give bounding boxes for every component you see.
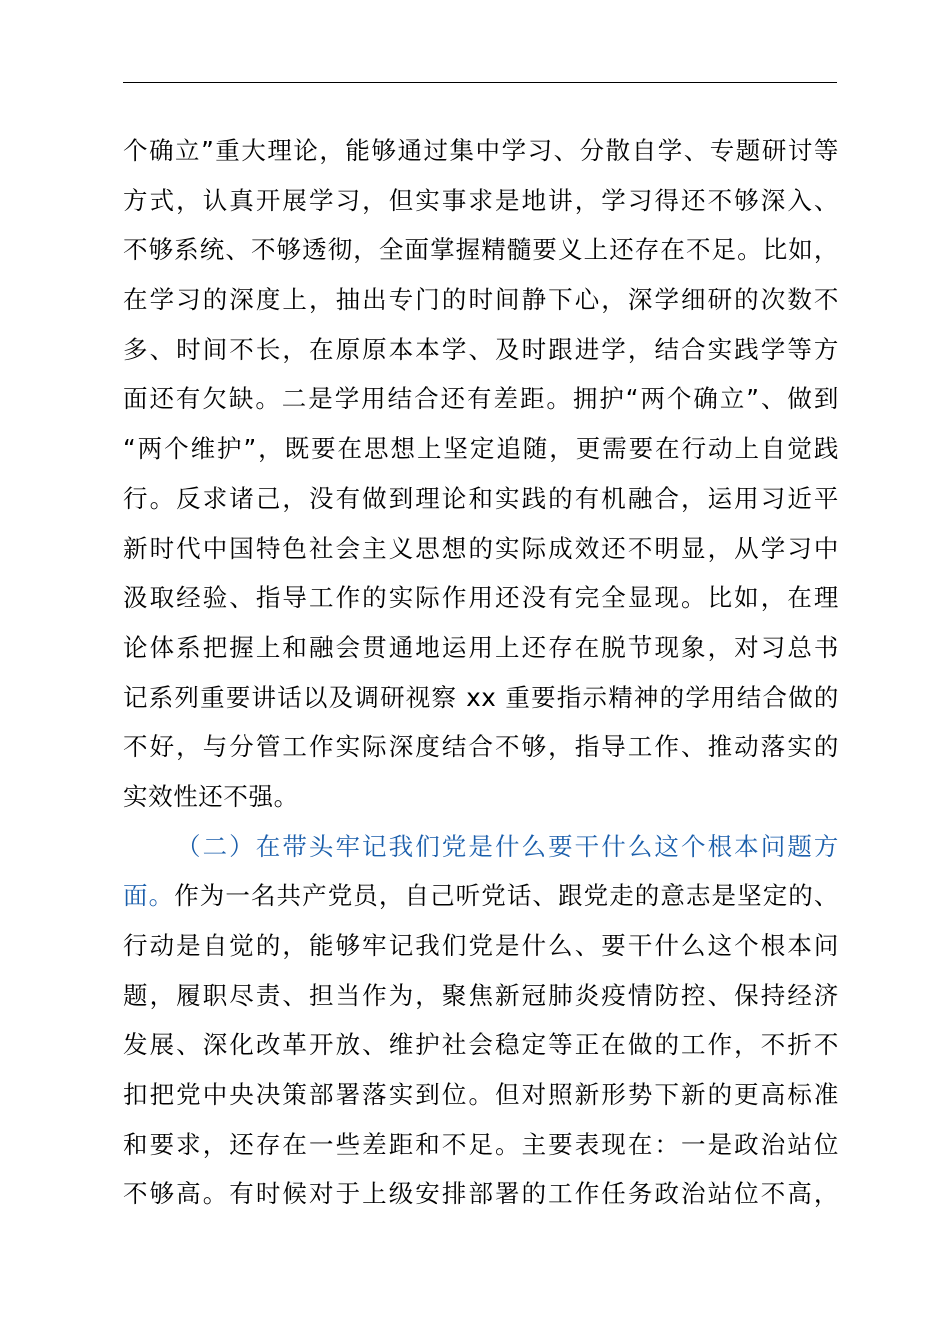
paragraph-line: 扣把党中央决策部署落实到位。但对照新形势下新的更高标准 — [123, 1080, 839, 1110]
paragraph-line: 新时代中国特色社会主义思想的实际成效还不明显，从学习中 — [123, 533, 839, 563]
paragraph-line — [123, 871, 839, 921]
section-2 — [123, 822, 839, 1220]
paragraph-line: 行。反求诸己，没有做到理论和实践的有机融合，运用习近平 — [123, 483, 839, 513]
paragraph-line: 方式，认真开展学习，但实事求是地讲，学习得还不够深入、 — [123, 185, 839, 215]
paragraph-1 — [123, 126, 839, 822]
paragraph-line: 实效性还不强。 — [123, 781, 299, 811]
paragraph-line: 多、时间不长，在原原本本学、及时跟进学，结合实践学等方 — [123, 334, 839, 364]
header-rule — [123, 82, 837, 83]
paragraph-line: 不够系统、不够透彻，全面掌握精髓要义上还存在不足。比如， — [123, 235, 839, 265]
paragraph-line: 不好，与分管工作实际深度结合不够，指导工作、推动落实的 — [123, 732, 839, 762]
paragraph-line: 个确立”重大理论，能够通过集中学习、分散自学、专题研讨等 — [123, 136, 839, 165]
paragraph-line: 面还有欠缺。二是学用结合还有差距。拥护“两个确立”、做到 — [123, 384, 839, 414]
paragraph-line: “两个维护”，既要在思想上坚定追随，更需要在行动上自觉践 — [123, 434, 839, 464]
section-heading: （二）在带头牢记我们党是什么要干什么这个根本问题方 — [176, 831, 839, 861]
document-body — [123, 126, 839, 1219]
paragraph-line: 不够高。有时候对于上级安排部署的工作任务政治站位不高， — [123, 1179, 839, 1209]
section-heading-end: 面。 — [123, 881, 175, 911]
paragraph-line: 汲取经验、指导工作的实际作用还没有完全显现。比如，在理 — [123, 583, 839, 613]
paragraph-text: 作为一名共产党员，自己听党话、跟党走的意志是坚定的、 — [174, 881, 839, 911]
paragraph-line: 题，履职尽责、担当作为，聚焦新冠肺炎疫情防控、保持经济 — [123, 980, 839, 1010]
paragraph-line: 发展、深化改革开放、维护社会稳定等正在做的工作，不折不 — [123, 1030, 839, 1060]
paragraph-line: 和要求，还存在一些差距和不足。主要表现在：一是政治站位 — [123, 1129, 839, 1159]
paragraph-line: 行动是自觉的，能够牢记我们党是什么、要干什么这个根本问 — [123, 931, 839, 960]
paragraph-line: 论体系把握上和融会贯通地运用上还存在脱节现象，对习总书 — [123, 632, 839, 662]
paragraph-line: 在学习的深度上，抽出专门的时间静下心，深学细研的次数不 — [123, 285, 839, 315]
paragraph-line: 记系列重要讲话以及调研视察 xx 重要指示精神的学用结合做的 — [123, 682, 839, 712]
